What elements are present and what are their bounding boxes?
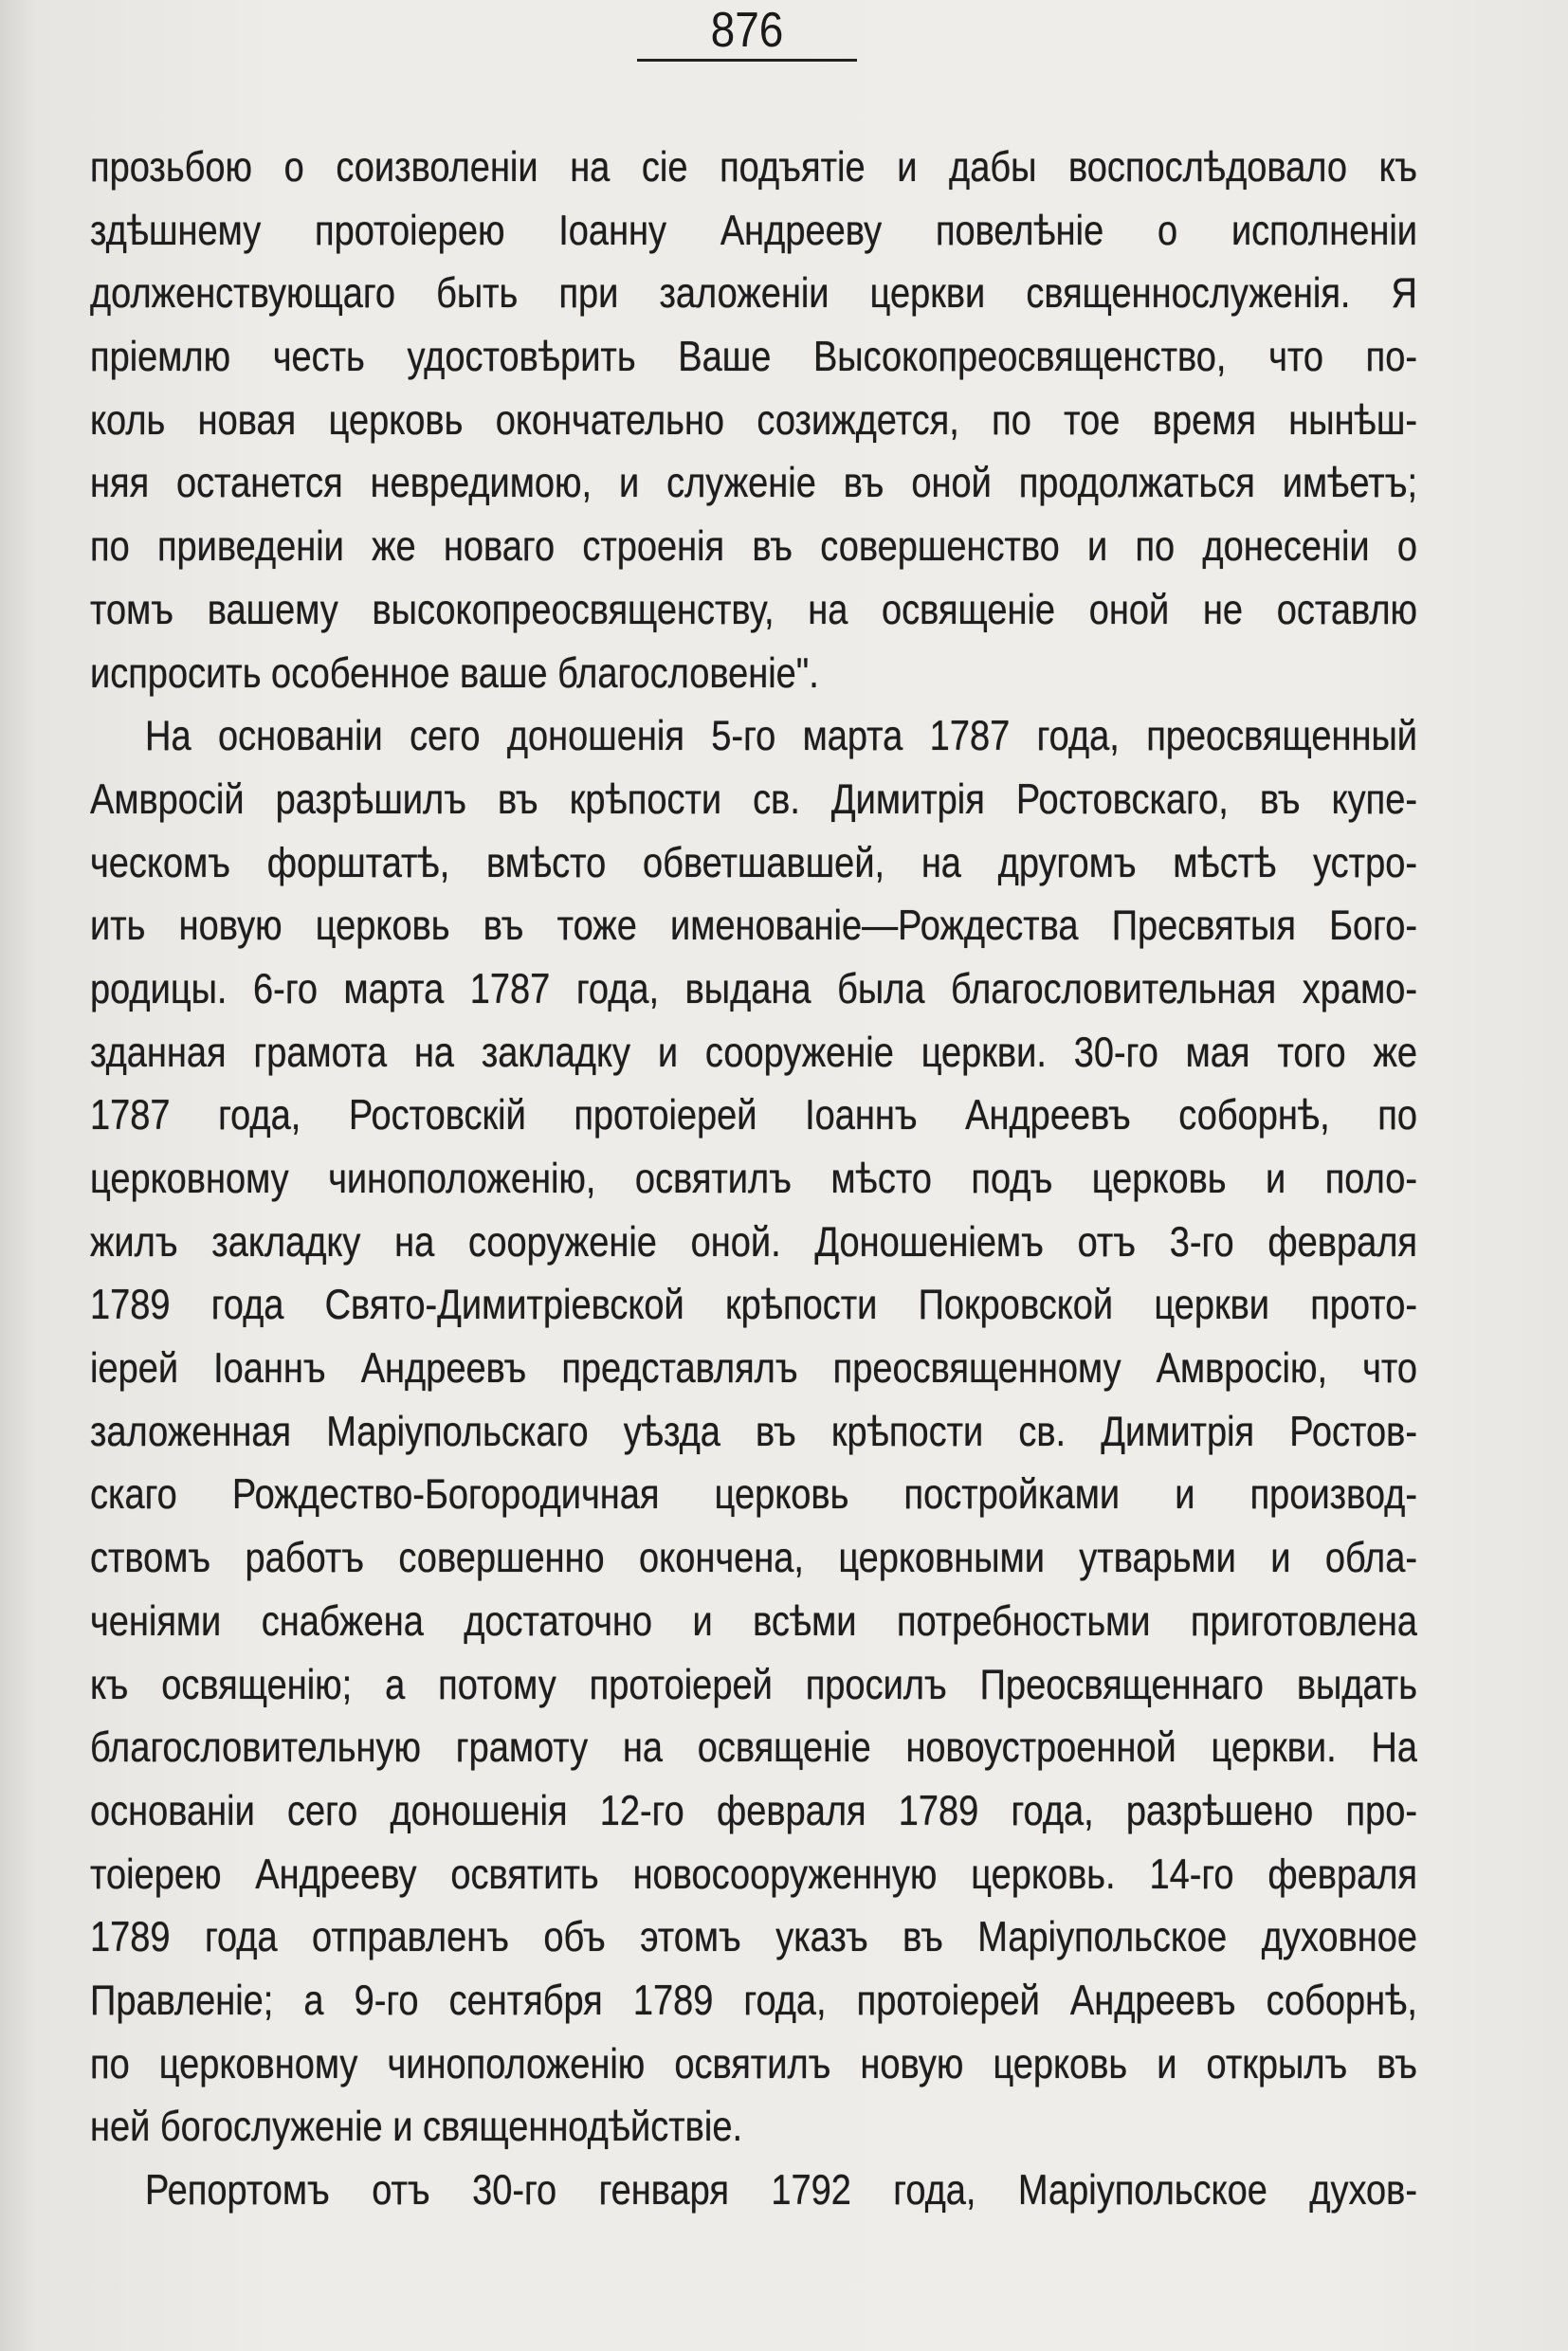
text-line: На основаніи сего доношенія 5-го марта 1787 года, преосвященный <box>145 713 1417 760</box>
text-line: ченіями снабжена достаточно и всѣми потребностьми приготовлена <box>90 1597 1417 1646</box>
page-number: 876 <box>710 1 784 58</box>
text-line: заложенная Маріупольскаго уѣзда въ крѣпости св. Димитрія Ростов- <box>90 1408 1417 1456</box>
text-line: Правленіе; а 9-го сентября 1789 года, протоіерей Андреевъ соборнѣ, <box>90 1977 1417 2025</box>
page-number-rule <box>637 59 857 62</box>
text-line: тоіерею Андрееву освятить новосооруженную церковь. 14-го февраля <box>90 1850 1417 1899</box>
paragraph <box>90 2160 1417 2223</box>
text-line: ческомъ форштатѣ, вмѣсто обветшавшей, на другомъ мѣстѣ устро- <box>90 839 1417 887</box>
text-line: ить новую церковь въ тоже именованіе—Рождества Пресвятыя Бого- <box>90 902 1417 950</box>
text-line: зданная грамота на закладку и сооруженіе церкви. 30-го мая того же <box>90 1029 1417 1077</box>
text-line: основаніи сего доношенія 12-го февраля 1789 года, разрѣшено про- <box>90 1788 1417 1835</box>
text-line: 1787 года, Ростовскій протоіерей Іоаннъ Андреевъ соборнѣ, по <box>90 1092 1417 1140</box>
text-line: ствомъ работъ совершенно окончена, церковными утварьми и обла- <box>90 1535 1417 1582</box>
text-line: къ освященію; а потому протоіерей просилъ Преосвященнаго выдать <box>90 1661 1417 1709</box>
text-line: ней богослуженіе и священнодѣйствіе. <box>90 2104 743 2152</box>
text-line: няя останется невредимою, и служеніе въ оной продолжаться имѣетъ; <box>90 460 1417 508</box>
text-line: скаго Рождество-Богородичная церковь постройками и производ- <box>90 1471 1417 1520</box>
text-line: долженствующаго быть при заложеніи церкви священнослуженія. Я <box>90 270 1417 319</box>
text-line: церковному чиноположенію, освятилъ мѣсто подъ церковь и поло- <box>90 1156 1417 1203</box>
text-line: испросить особенное ваше благословеніе". <box>90 649 819 698</box>
text-line: Амвросій разрѣшилъ въ крѣпости св. Димитрія Ростовскаго, въ купе- <box>90 776 1417 824</box>
body-text <box>90 137 1417 2223</box>
text-line: коль новая церковь окончательно созиждется, по тое время нынѣш- <box>90 396 1417 445</box>
text-line: 1789 года отправленъ объ этомъ указъ въ Маріупольское духовное <box>90 1914 1417 1961</box>
text-line: Репортомъ отъ 30-го генваря 1792 года, Маріупольское духов- <box>145 2167 1417 2214</box>
text-line: по церковному чиноположенію освятилъ новую церковь и открылъ въ <box>90 2040 1417 2088</box>
text-line: прозьбою о соизволеніи на сіе подъятіе и дабы воспослѣдовало къ <box>90 144 1417 191</box>
paragraph <box>90 137 1417 705</box>
text-line: благословительную грамоту на освященіе новоустроенной церкви. На <box>90 1724 1417 1772</box>
text-line: іерей Іоаннъ Андреевъ представлялъ преосвященному Амвросію, что <box>90 1345 1417 1393</box>
text-line: пріемлю честь удостовѣрить Ваше Высокопреосвященство, что по- <box>90 334 1417 381</box>
text-line: жилъ закладку на сооруженіе оной. Доношеніемъ отъ 3-го февраля <box>90 1218 1417 1267</box>
text-line: родицы. 6-го марта 1787 года, выдана была благословительная храмо- <box>90 966 1417 1013</box>
text-line: 1789 года Свято-Димитріевской крѣпости Покровской церкви прото- <box>90 1282 1417 1330</box>
paragraph <box>90 705 1417 2160</box>
text-line: томъ вашему высокопреосвященству, на освященіе оной не оставлю <box>90 586 1417 634</box>
text-line: здѣшнему протоіерею Іоанну Андрееву повелѣніе о исполненіи <box>90 207 1417 255</box>
text-line: по приведеніи же новаго строенія въ совершенство и по донесеніи о <box>90 523 1417 571</box>
